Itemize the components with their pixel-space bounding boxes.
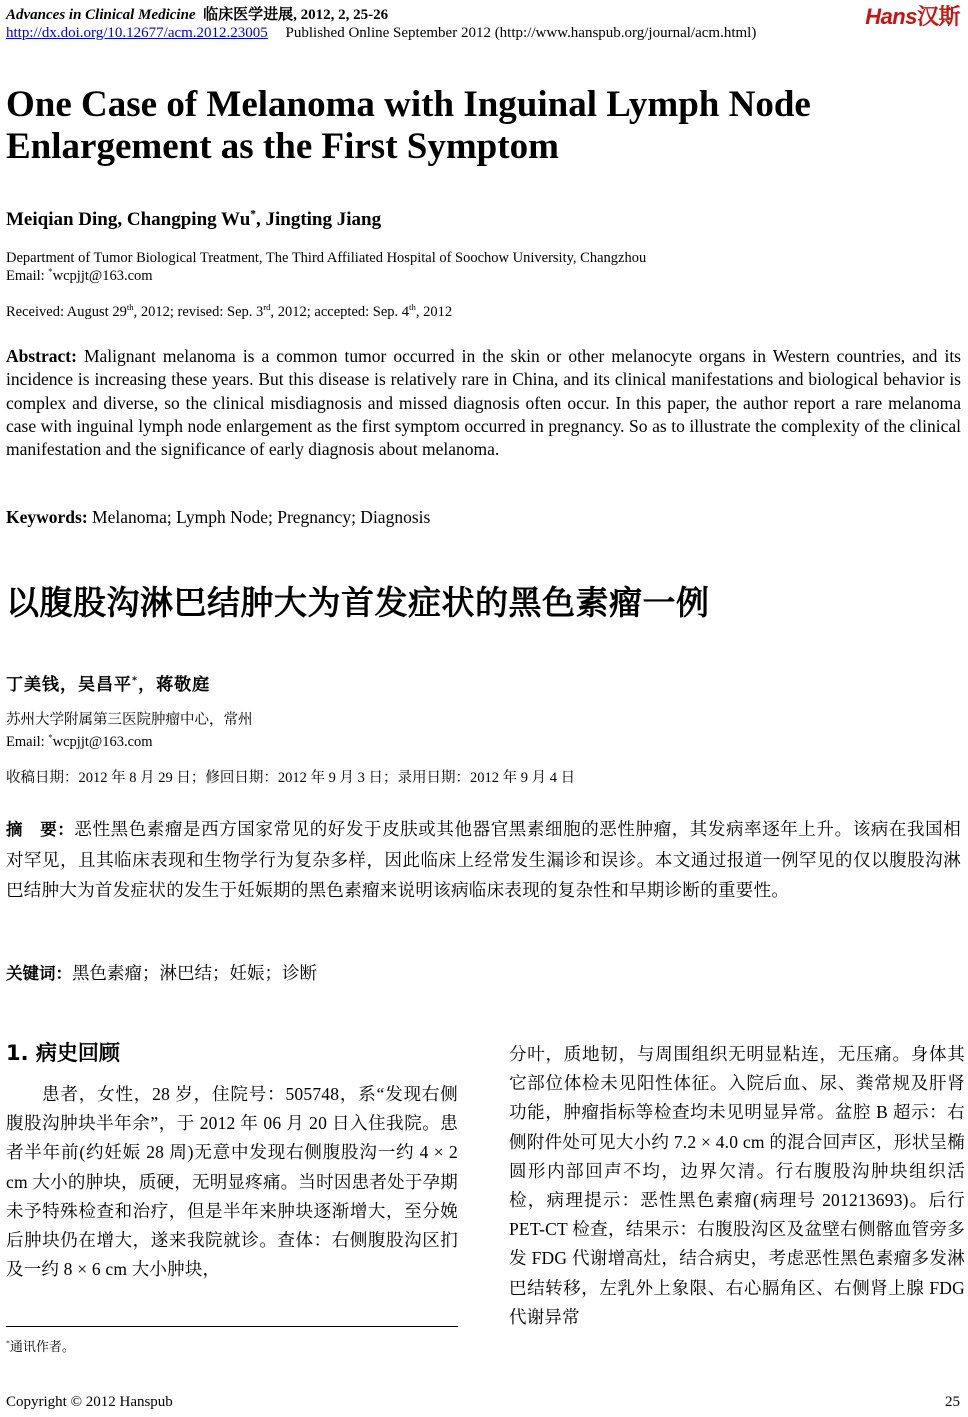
corresponding-mark: * xyxy=(250,208,256,221)
footnote-mark: * xyxy=(6,1338,10,1348)
title-en-line-2: Enlargement as the First Symptom xyxy=(6,126,559,167)
year-part: , 2012 xyxy=(415,304,453,320)
email-cn-address: wcpjjt@163.com xyxy=(52,734,153,750)
email-cn-mark: * xyxy=(48,732,53,743)
title-en-line-1: One Case of Melanoma with Inguinal Lymph Node xyxy=(6,84,811,125)
authors-en-part-1: Meiqian Ding, Changping Wu xyxy=(6,209,251,230)
abstract-en-label: Abstract: xyxy=(6,346,77,366)
email-cn-label: Email: xyxy=(6,734,49,750)
authors-cn-part-2: ，蒋敬庭 xyxy=(138,675,211,694)
abstract-cn-text: 恶性黑色素瘤是西方国家常见的好发于皮肤或其他器官黑素细胞的恶性肿瘤，其发病率逐年上升。该病在我国相对罕见，且其临床表现和生物学行为复杂多样，因此临床上经常发生漏诊和误诊。本文通过报道一例罕见的仅以腹股沟淋巴结肿大为首发症状的发生于妊娠期的黑色素瘤来说明该病临床表现的复杂性和早期诊断的重要性。 xyxy=(6,819,961,900)
authors-cn-part-1: 丁美钱，吴昌平 xyxy=(6,675,132,694)
email-en xyxy=(6,267,646,285)
authors-cn-mark: * xyxy=(132,675,139,687)
received-dates-cn: 收稿日期：2012 年 8 月 29 日；修回日期：2012 年 9 月 3 日；录用日期：2012 年 9 月 4 日 xyxy=(6,770,576,786)
journal-header xyxy=(6,3,388,24)
body-right-column: 分叶，质地韧，与周围组织无明显粘连，无压痛。身体其它部位体检未见阳性体征。入院后血、尿、粪常规及肝肾功能，肿瘤指标等检查均未见明显异常。盆腔 B 超示：右侧附件处可见大小约 7.2 × 4.0 cm 的混合回声区，形状呈椭圆形内部回声不均，边界欠清。行右腹股沟肿块组织活检，病理提示：恶性黑色素瘤(病理号 201213693)。后行 PET-CT 检查，结果示：右腹股沟区及盆壁右侧髂血管旁多发 FDG 代谢增高灶，结合病史，考虑恶性黑色素瘤多发淋巴结转移，左乳外上象限、右心膈角区、右侧肾上腺 FDG 代谢异常 xyxy=(509,1044,965,1327)
email-address: wcpjjt@163.com xyxy=(52,268,153,284)
section-heading: 1. 病史回顾 xyxy=(6,1041,120,1065)
copyright: Copyright © 2012 Hanspub xyxy=(6,1394,173,1410)
footnote-text: 通讯作者。 xyxy=(9,1339,75,1354)
revised-sup: rd xyxy=(263,302,271,313)
journal-name-cn: 临床医学进展, 2012, 2, 25-26 xyxy=(203,7,389,23)
keywords-cn-label: 关键词： xyxy=(6,964,72,983)
abstract-en xyxy=(6,345,961,461)
published-online: Published Online September 2012 (http://www.hanspub.org/journal/acm.html) xyxy=(285,25,757,41)
keywords-cn xyxy=(6,960,317,985)
hans-logo xyxy=(865,0,960,31)
received-dates-en xyxy=(6,304,452,321)
abstract-cn xyxy=(6,814,961,905)
affiliation-en-text: Department of Tumor Biological Treatment, The Third Affiliated Hospital of Soochow University, Changzhou xyxy=(6,250,647,266)
body-left-column: 患者，女性，28 岁，住院号：505748，系“发现右侧腹股沟肿块半年余”，于 2012 年 06 月 20 日入住我院。患者半年前(约妊娠 28 周)无意中发现右侧腹股沟一约 4 × 2 cm 大小的肿块，质硬，无明显疼痛。当时因患者处于孕期未予特殊检查和治疗，但是半年来肿块逐渐增大，至分娩后肿块仍在增大，遂来我院就诊。查体：右侧腹股沟区扪及一约 8 × 6 cm 大小肿块， xyxy=(6,1084,458,1280)
affiliation-cn-text: 苏州大学附属第三医院肿瘤中心，常州 xyxy=(6,712,253,728)
authors-en xyxy=(6,209,381,231)
footnote xyxy=(6,1336,75,1355)
email-cn xyxy=(6,731,253,753)
keywords-cn-text: 黑色素瘤；淋巴结；妊娠；诊断 xyxy=(72,963,317,983)
journal-name-en: Advances in Clinical Medicine xyxy=(6,7,196,23)
paper-title-en xyxy=(6,84,956,168)
authors-cn xyxy=(6,670,210,695)
page-number: 25 xyxy=(945,1394,960,1410)
doi-line xyxy=(6,25,756,42)
received-part: Received: August 29 xyxy=(6,304,127,320)
affiliation-en xyxy=(6,249,646,285)
abstract-en-text: Malignant melanoma is a common tumor occurred in the skin or other melanocyte organs in Western countries, and its incidence is increasing these years. But this disease is relatively rare in China, and its clinical manifestations and biological behavior is complex and diverse, so the clinical misdiagnosis and missed diagnosis often occur. In this paper, the author report a rare melanoma case with inguinal lymph node enlargement as the first symptom occurred in pregnancy. So as to illustrate the complexity of the clinical manifestation and the significance of early diagnosis about melanoma. xyxy=(6,346,961,460)
logo-text-en: Hans xyxy=(865,4,917,29)
received-sup: th xyxy=(126,302,134,313)
abstract-cn-label: 摘 要： xyxy=(6,820,75,839)
doi-link[interactable]: http://dx.doi.org/10.12677/acm.2012.23005 xyxy=(6,25,268,41)
logo-text-cn: 汉斯 xyxy=(916,4,960,29)
revised-part: , 2012; revised: Sep. 3 xyxy=(133,304,264,320)
email-label: Email: xyxy=(6,268,49,284)
affiliation-cn xyxy=(6,709,253,753)
footnote-divider xyxy=(6,1326,458,1327)
paper-title-cn: 以腹股沟淋巴结肿大为首发症状的黑色素瘤一例 xyxy=(6,583,710,622)
accepted-part: , 2012; accepted: Sep. 4 xyxy=(270,304,410,320)
accepted-sup: th xyxy=(409,302,416,313)
keywords-en-label: Keywords: xyxy=(6,507,88,527)
keywords-en xyxy=(6,507,430,528)
email-mark: * xyxy=(48,266,53,277)
authors-en-part-2: , Jingting Jiang xyxy=(255,209,382,230)
keywords-en-text: Melanoma; Lymph Node; Pregnancy; Diagnosis xyxy=(87,507,431,527)
